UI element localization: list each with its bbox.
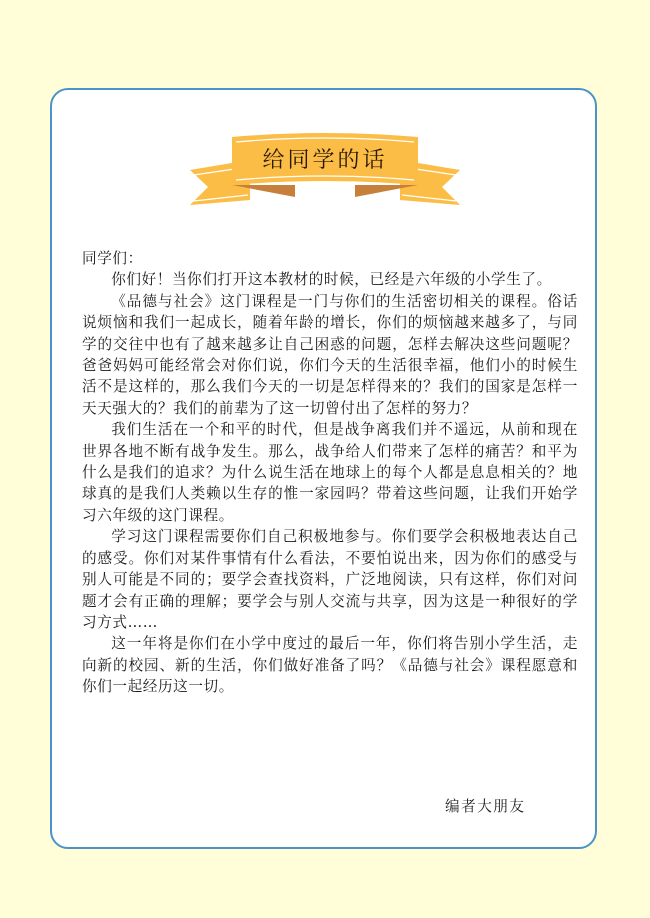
paragraph-participation: 学习这门课程需要你们自己积极地参与。你们要学会积极地表达自己的感受。你们对某件事情有什么看法，不要怕说出来，因为你们的感受与别人可能是不同的；要学会查找资料，广泛地阅读，只有这样，你们对问题才会有正确的理解；要学会与别人交流与共享，因为这是一种很好的学习方式…… bbox=[82, 528, 578, 631]
paragraph-greeting: 你们好！当你们打开这本教材的时候，已经是六年级的小学生了。 bbox=[111, 271, 552, 289]
letter-body bbox=[82, 248, 578, 698]
salutation: 同学们： bbox=[82, 250, 143, 267]
banner-title: 给同学的话 bbox=[262, 148, 388, 173]
signature: 编者大朋友 bbox=[445, 798, 526, 815]
title-banner bbox=[190, 125, 460, 210]
paragraph-peace: 我们生活在一个和平的时代，但是战争离我们并不遥远，从前和现在世界各地不断有战争发生。那么，战争给人们带来了怎样的痛苦？和平为什么是我们的追求？为什么说生活在地球上的每个人都是息息相关的？地球真的是我们人类赖以生存的惟一家园吗？带着这些问题，让我们开始学习六年级的这门课程。 bbox=[82, 421, 578, 524]
paragraph-course-intro: 《品德与社会》这门课程是一门与你们的生活密切相关的课程。俗话说烦恼和我们一起成长，随着年龄的增长，你们的烦恼越来越多了，与同学的交往中也有了越来越多让自己困惑的问题，怎样去解决这些问题呢？爸爸妈妈可能经常会对你们说，你们今天的生活很幸福，他们小的时候生活不是这样的，那么我们今天的一切是怎样得来的？我们的国家是怎样一天天强大的？我们的前辈为了这一切曾付出了怎样的努力？ bbox=[82, 292, 578, 417]
paragraph-final-year: 这一年将是你们在小学中度过的最后一年，你们将告别小学生活，走向新的校园、新的生活，你们做好准备了吗？《品德与社会》课程愿意和你们一起经历这一切。 bbox=[82, 635, 578, 696]
